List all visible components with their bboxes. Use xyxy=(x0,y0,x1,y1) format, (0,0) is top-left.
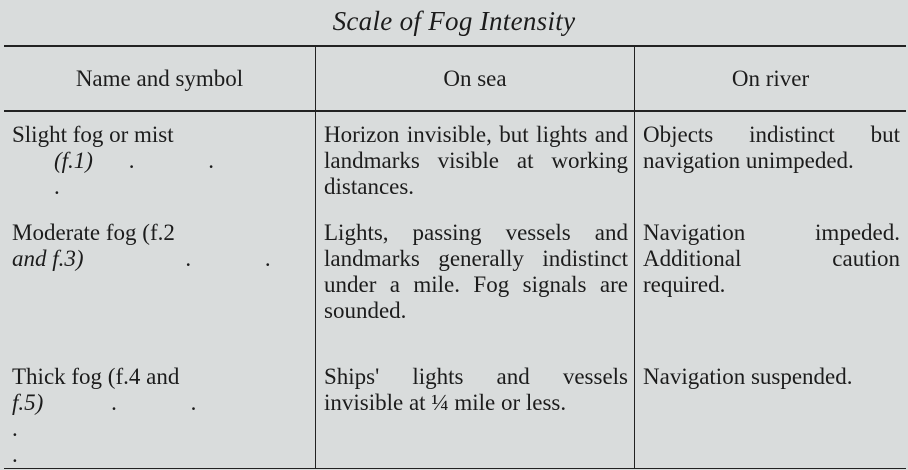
fog-symbol: f.5) xyxy=(12,390,44,415)
cell-name xyxy=(4,364,316,469)
cell-on-river xyxy=(635,220,907,364)
leader-dots: . . . xyxy=(12,390,231,441)
leader-dot-trailing: . xyxy=(12,442,18,467)
name-line: Moderate fog (f.2 xyxy=(12,220,175,245)
table-row xyxy=(4,364,906,469)
cell-on-sea xyxy=(316,364,635,469)
header-on-river: On river xyxy=(635,46,907,111)
name-line: Thick fog (f.4 and xyxy=(12,364,180,389)
river-description: Navigation suspended. xyxy=(643,364,853,389)
fog-scale-table xyxy=(4,45,906,469)
leader-dots: . . xyxy=(185,246,305,271)
fog-symbol: and f.3) xyxy=(12,246,84,271)
sea-description: Horizon invisible, but lights and landmarks visible at working distances. xyxy=(324,122,628,199)
river-description: Navigation impeded. Additional caution required. xyxy=(643,220,900,297)
name-line: Slight fog or mist xyxy=(12,122,174,147)
cell-name xyxy=(4,220,316,364)
fog-symbol: (f.1) xyxy=(54,148,93,173)
cell-on-river xyxy=(635,111,907,220)
cell-on-sea xyxy=(316,220,635,364)
header-name-symbol: Name and symbol xyxy=(4,46,316,111)
cell-name xyxy=(4,111,316,220)
cell-on-river xyxy=(635,364,907,469)
river-description: Objects indistinct but navigation unimpeded. xyxy=(643,122,900,173)
table-row xyxy=(4,220,906,364)
cell-on-sea xyxy=(316,111,635,220)
table-row xyxy=(4,111,906,220)
leader-dots: . . . xyxy=(54,148,248,199)
sea-description: Lights, passing vessels and landmarks generally indistinct under a mile. Fog signals are sounded. xyxy=(324,220,628,323)
sea-description: Ships' lights and vessels invisible at ¼ mile or less. xyxy=(324,364,628,415)
table-title: Scale of Fog Intensity xyxy=(332,6,576,36)
header-on-sea: On sea xyxy=(316,46,635,111)
